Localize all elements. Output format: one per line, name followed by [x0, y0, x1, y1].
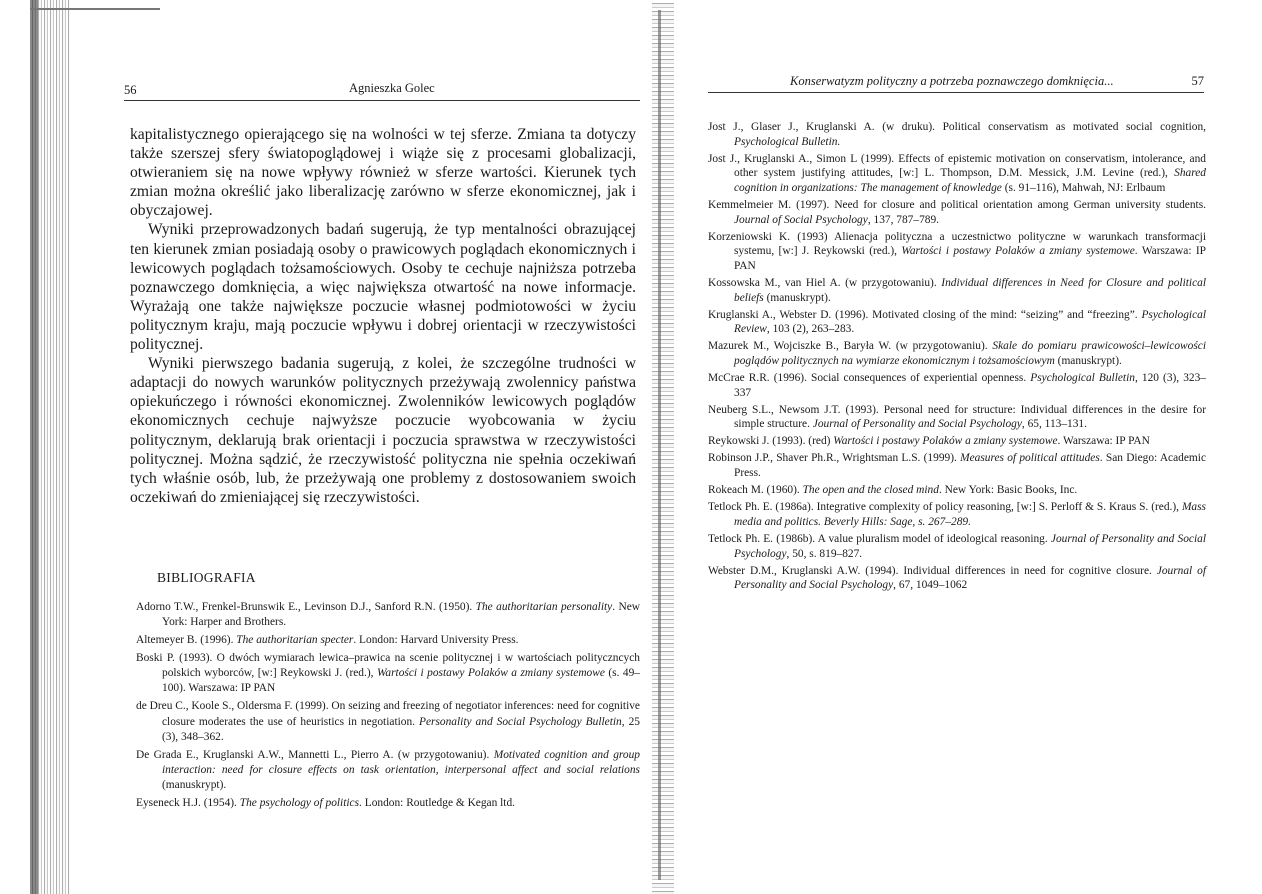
reference-details: . London: Routledge & Kegan ltd.	[359, 797, 516, 810]
reference-details: . Warszawa: IP PAN	[734, 245, 1206, 272]
reference-title: Individual differences in Need for Closure and political beliefs	[734, 276, 1207, 304]
reference-title: The psychology of politics	[239, 797, 360, 810]
reference-text: McCrae R.R. (1996). Social consequences of experiential openness.	[708, 372, 1031, 384]
reference-item	[136, 651, 640, 697]
reference-title: Psychological Review	[734, 308, 1206, 336]
reference-text: Tetlock Ph. E. (1986b). A value pluralism model of ideological reasoning.	[708, 532, 1051, 545]
reference-item	[708, 451, 1206, 480]
reference-item	[708, 152, 1206, 196]
reference-item	[136, 600, 640, 631]
left-page	[110, 0, 645, 894]
reference-text: Jost J., Kruglanski A., Simon L (1999). Effects of epistemic motivation on conservatism, intolerance, and other system justifying attitudes, [w:] L. Thompson, D.M. Messick, J.M. Levine (red.),	[708, 152, 1206, 180]
reference-title: The authoritarian specter	[236, 634, 354, 647]
reference-item	[708, 500, 1206, 529]
left-page-header	[124, 82, 640, 101]
reference-title: Skale do pomiaru prawicowości–lewicowości poglądów politycznych na wymiarze ekonomicznym i tożsamościowym	[734, 340, 1206, 367]
right-page-number: 57	[1191, 74, 1204, 88]
reference-title: Measures of political attitudes	[960, 452, 1100, 465]
reference-text: Reykowski J. (1993). (red)	[708, 435, 834, 448]
reference-item	[136, 633, 640, 648]
right-running-head: Konserwatyzm polityczny a potrzeba poznawczego domknięcia...	[790, 74, 1114, 88]
reference-details: . Warszawa: IP PAN	[1057, 435, 1150, 448]
reference-text: Rokeach M. (1960).	[708, 484, 803, 497]
reference-details: (manuskrypt).	[1054, 354, 1122, 367]
reference-details: , 65, 113–131.	[1021, 418, 1087, 431]
reference-details: . London: Harvard University Press.	[353, 634, 519, 647]
reference-item	[136, 796, 640, 811]
reference-title: Wartości i postawy Polaków a zmiany systemowe	[376, 667, 605, 680]
reference-text: Tetlock Ph. E. (1986a). Integrative complexity of policy reasoning, [w:] S. Perloff & S. Kraus S. (red.),	[708, 501, 1182, 514]
reference-details: , 50, s. 819–827.	[786, 547, 863, 560]
reference-text: Boski P. (1993). O dwóch wymiarach lewica–prawica na scenie politycznej i w wartościach polityczncych polskich wyborców, [w:] Reykowski J. (red.),	[136, 651, 640, 680]
reference-item	[708, 371, 1206, 400]
left-page-number: 56	[124, 83, 137, 97]
reference-item	[708, 434, 1206, 449]
reference-details: . New York: Harper and Brothers.	[162, 601, 641, 629]
reference-text: De Grada E., Kruglanski A.W., Mannetti L., Pierro A. (w przygotowaniu).	[136, 748, 494, 761]
reference-text: Mazurek M., Wojciszke B., Baryła W. (w przygotowaniu).	[708, 340, 993, 353]
reference-item	[708, 308, 1206, 337]
reference-details: , 67, 1049–1062	[893, 579, 968, 592]
reference-details: (s. 49–100). Warszawa: IP PAN	[162, 667, 641, 695]
reference-title: Wartości i postawy Polaków a zmiany systemowe	[901, 245, 1135, 258]
reference-item	[708, 276, 1206, 305]
reference-details: (manuskrypt).	[162, 779, 227, 792]
bibliography-list-right	[708, 120, 1206, 595]
reference-text: de Dreu C., Koole S., Oldersma F. (1999). On seizing and freezing of negotiator inferences: need for cognitive closure moderates the use of heuristics in negotiation.	[136, 700, 640, 728]
paragraph: kapitalistycznego opierającego się na wolności w tej sferze. Zmiana ta dotyczy także szerszej sfery światopoglądowej i wiąże się z procesami globalizacji, otwieraniem się na nowe wpływy również w sferze wartości. Kierunek tych zmian można określić jako liberalizację zarówno w sferze ekonomicznej, jak i obyczajowej.	[130, 126, 636, 220]
reference-title: The authoritarian personality	[475, 601, 613, 613]
reference-text: Korzeniowski K. (1993) Alienacja polityczna a uczestnictwo polityczne w warunkach transformacji systemu, [w:] J. Reykowski (red.),	[708, 230, 1206, 258]
reference-title: Wartości i postawy Polaków a zmiany systemowe	[833, 435, 1058, 448]
reference-details: , 137, 787–789.	[867, 213, 940, 226]
reference-title: Journal of Personality and Social Psychology	[734, 564, 1206, 592]
reference-item	[708, 564, 1206, 593]
reference-item	[708, 230, 1206, 274]
reference-item	[136, 748, 640, 794]
reference-item	[708, 339, 1206, 368]
reference-item	[708, 403, 1206, 432]
reference-text: Eyseneck H.J. (1954).	[136, 797, 240, 810]
reference-text: Kruglanski A., Webster D. (1996). Motivated closing of the mind: “seizing” and “freezing”.	[708, 308, 1142, 321]
reference-title: Journal of Social Psychology	[734, 213, 868, 226]
bibliography-heading: BIBLIOGRAFIA	[157, 570, 256, 585]
reference-title: Personality and Social Psychology Bulletin	[419, 715, 622, 728]
left-running-head: Agnieszka Golec	[349, 81, 435, 95]
reference-text: Jost J., Glaser J., Kruglanski A. (w druku). Political conservatism as motivated social cognition,	[708, 121, 1206, 133]
reference-text: Adorno T.W., Frenkel-Brunswik E., Levinson D.J., Sanford R.N. (1950).	[136, 601, 476, 613]
reference-text: Neuberg S.L., Newsom J.T. (1993). Personal need for structure: Individual differences in the desire for simple structure.	[708, 403, 1206, 431]
reference-title: Mass media and politics. Beverly Hills: Sage, s. 267–289.	[734, 501, 1206, 528]
paragraph: Wyniki pierwszego badania sugerują, z kolei, że szczególne trudności w adaptacji do nowych warunków politycznych przeżywają zwolennicy państwa opiekuńczego i równości ekonomicznej. Zwolenników lewicowych poglądów ekonomicznych cechuje najwyższe poczucie wyobcowania w życiu politycznym, deklarują brak orientacji i poczucia sprawstwa w rzeczywistości politycznej. Można sądzić, że rzeczywistość polityczna nie spełnia oczekiwań tych właśnie osób, lub, że przeżywają one problemy z dostosowaniem swoich oczekiwań do zmieniającej się rzeczywistości.	[130, 355, 636, 506]
reference-details: , 120 (3), 323–337	[734, 372, 1206, 399]
reference-item	[708, 483, 1206, 498]
bibliography-list-left	[136, 600, 640, 814]
reference-details: , 103 (2), 263–283.	[766, 323, 855, 336]
book-gutter	[652, 0, 674, 894]
reference-text: Kossowska M., van Hiel A. (w przygotowaniu).	[708, 276, 942, 289]
reference-text: Robinson J.P., Shaver Ph.R., Wrightsman L.S. (1999).	[708, 452, 961, 465]
reference-title: Journal of Personality and Social Psychology	[812, 418, 1022, 431]
reference-title: Psychological Bulletin.	[734, 135, 841, 148]
book-spine-shadow	[658, 10, 661, 880]
reference-title: Shared cognition in organizations: The management of knowledge	[734, 167, 1206, 194]
paragraph: Wyniki przeprowadzonych badań sugerują, że typ mentalności obrazującej ten kierunek zmian posiadają osoby o prawicowych poglądach ekonomicznych i lewicowych poglądach tożsamościowych. Osoby te cechuje najniższa potrzeba poznawczego domknięcia, a więc największa otwartość na nowe informacje. Wyrażają one także największe poczucie własnej podmiotowości w życiu politycznym kraju, mają poczucie wpływu i dobrej orientacji w rzeczywistości politycznej.	[130, 221, 636, 354]
reference-details: (manuskrypt).	[763, 291, 831, 304]
reference-title: Psychological Bulletin	[1030, 372, 1135, 384]
reference-title: Motivated cognition and group interaction: need for closure effects on task orientation, interpersonal affect and social relations	[162, 748, 640, 776]
body-text	[130, 125, 636, 507]
reference-item	[708, 120, 1206, 149]
reference-details: , 25 (3), 348–362.	[162, 715, 640, 743]
right-page-header	[708, 74, 1204, 93]
right-page	[700, 0, 1210, 894]
reference-title: The open and the closed mind	[802, 484, 939, 497]
reference-title: Journal of Personality and Social Psychology	[734, 532, 1206, 560]
reference-item	[708, 198, 1206, 227]
reference-details: (s. 91–116), Mahwah, NJ: Erlbaum	[1001, 181, 1166, 194]
reference-item	[136, 699, 640, 745]
reference-text: Kemmelmeier M. (1997). Need for closure and political orientation among German university students.	[708, 198, 1206, 211]
scan-edge-shadow	[30, 0, 38, 894]
reference-item	[708, 532, 1206, 561]
reference-text: Altemeyer B. (1996).	[136, 634, 237, 647]
reference-text: Webster D.M., Kruglanski A.W. (1994). Individual differences in need for cognitive closure.	[708, 564, 1157, 577]
reference-details: . New York: Basic Books, Inc.	[938, 484, 1078, 497]
reference-details: . San Diego: Academic Press.	[734, 452, 1206, 480]
